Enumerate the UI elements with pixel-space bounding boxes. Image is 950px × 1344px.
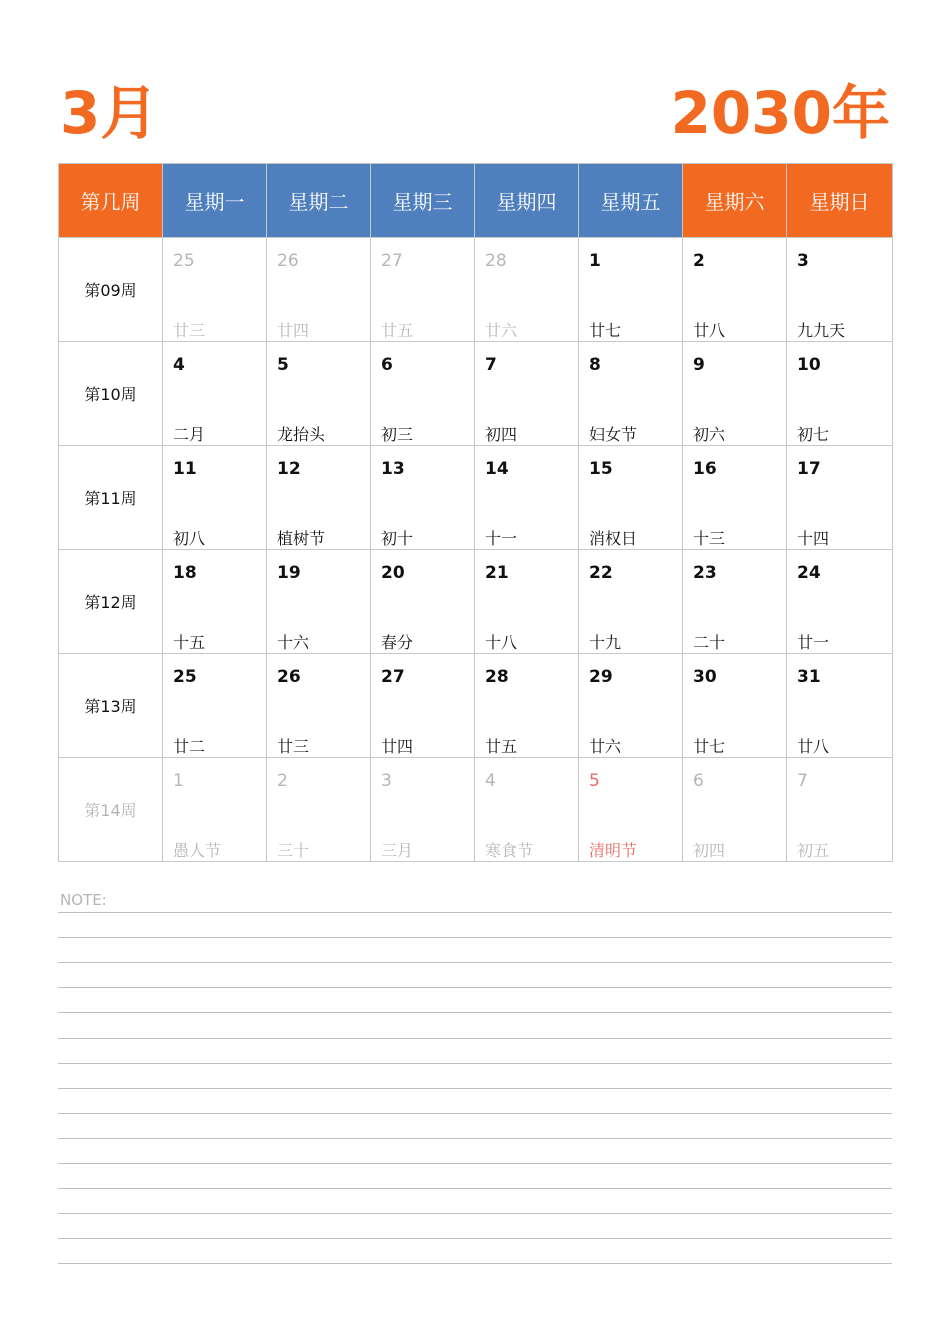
day-cell[interactable]	[787, 654, 893, 758]
header-row	[59, 164, 893, 238]
lunar-date: 廿一	[797, 633, 830, 652]
note-line[interactable]	[58, 1213, 892, 1214]
day-number: 8	[589, 355, 601, 375]
day-number: 6	[381, 355, 393, 375]
day-cell[interactable]	[371, 654, 475, 758]
week-number: 第12周	[59, 550, 163, 654]
day-cell[interactable]	[787, 758, 893, 862]
day-number: 2	[693, 251, 705, 271]
lunar-date: 廿七	[693, 737, 726, 756]
lunar-date: 十三	[693, 529, 726, 548]
note-line[interactable]	[58, 987, 892, 988]
day-cell[interactable]	[475, 654, 579, 758]
day-number: 21	[485, 563, 509, 583]
col-header-tuesday: 星期二	[267, 164, 371, 238]
note-line[interactable]	[58, 1138, 892, 1139]
day-cell[interactable]	[371, 342, 475, 446]
note-line[interactable]	[58, 1012, 892, 1013]
day-number: 23	[693, 563, 717, 583]
lunar-date: 十四	[797, 529, 830, 548]
lunar-date: 寒食节	[485, 841, 534, 860]
day-number: 10	[797, 355, 821, 375]
col-header-friday: 星期五	[579, 164, 683, 238]
day-number: 6	[693, 771, 704, 791]
day-cell[interactable]	[579, 342, 683, 446]
week-row	[59, 342, 893, 446]
day-cell[interactable]	[371, 238, 475, 342]
day-cell[interactable]	[683, 342, 787, 446]
lunar-date: 廿八	[797, 737, 830, 756]
day-number: 19	[277, 563, 301, 583]
lunar-date: 三月	[381, 841, 414, 860]
week-row	[59, 758, 893, 862]
note-line[interactable]	[58, 1038, 892, 1039]
lunar-date: 十六	[277, 633, 310, 652]
col-header-week: 第几周	[59, 164, 163, 238]
day-number: 20	[381, 563, 405, 583]
lunar-date: 初六	[693, 425, 726, 444]
note-line[interactable]	[58, 1263, 892, 1264]
week-number: 第14周	[59, 758, 163, 862]
week-number: 第10周	[59, 342, 163, 446]
day-cell[interactable]	[475, 446, 579, 550]
day-cell[interactable]	[787, 238, 893, 342]
day-cell[interactable]	[787, 446, 893, 550]
day-cell[interactable]	[163, 654, 267, 758]
note-line[interactable]	[58, 1188, 892, 1189]
note-label: NOTE:	[60, 891, 107, 909]
day-cell[interactable]	[163, 550, 267, 654]
lunar-date: 廿五	[381, 321, 414, 340]
day-number: 28	[485, 251, 507, 271]
lunar-date: 廿六	[485, 321, 518, 340]
lunar-date: 初五	[797, 841, 830, 860]
day-cell[interactable]	[683, 758, 787, 862]
day-number: 28	[485, 667, 509, 687]
lunar-date: 廿五	[485, 737, 518, 756]
day-number: 16	[693, 459, 717, 479]
day-cell[interactable]	[267, 550, 371, 654]
day-number: 11	[173, 459, 197, 479]
col-header-wednesday: 星期三	[371, 164, 475, 238]
week-row	[59, 238, 893, 342]
lunar-date: 廿六	[589, 737, 622, 756]
day-number: 7	[485, 355, 497, 375]
day-number: 27	[381, 251, 403, 271]
lunar-date: 初七	[797, 425, 830, 444]
col-header-saturday: 星期六	[683, 164, 787, 238]
lunar-date: 植树节	[277, 529, 326, 548]
lunar-date: 清明节	[589, 841, 638, 860]
note-line[interactable]	[58, 1088, 892, 1089]
note-line[interactable]	[58, 1063, 892, 1064]
day-cell[interactable]	[475, 550, 579, 654]
lunar-date: 初八	[173, 529, 206, 548]
day-cell[interactable]	[787, 550, 893, 654]
lunar-date: 春分	[381, 633, 414, 652]
note-line[interactable]	[58, 937, 892, 938]
day-number: 12	[277, 459, 301, 479]
day-number: 5	[277, 355, 289, 375]
lunar-date: 初三	[381, 425, 414, 444]
day-number: 9	[693, 355, 705, 375]
lunar-date: 廿三	[173, 321, 206, 340]
lunar-date: 十八	[485, 633, 518, 652]
lunar-date: 消权日	[589, 529, 638, 548]
day-cell[interactable]	[683, 238, 787, 342]
calendar-body	[59, 238, 893, 862]
year-title: 2030年	[670, 79, 890, 147]
day-cell[interactable]	[475, 342, 579, 446]
day-cell[interactable]	[267, 446, 371, 550]
note-line[interactable]	[58, 1238, 892, 1239]
day-cell[interactable]	[579, 446, 683, 550]
day-cell[interactable]	[163, 446, 267, 550]
day-cell[interactable]	[579, 758, 683, 862]
day-cell[interactable]	[267, 238, 371, 342]
lunar-date: 初四	[485, 425, 518, 444]
day-number: 4	[173, 355, 185, 375]
note-line[interactable]	[58, 1163, 892, 1164]
day-cell[interactable]	[267, 758, 371, 862]
day-number: 2	[277, 771, 288, 791]
calendar-table	[58, 163, 893, 862]
day-cell[interactable]	[163, 342, 267, 446]
lunar-date: 妇女节	[589, 425, 638, 444]
lunar-date: 廿四	[381, 737, 414, 756]
week-row	[59, 550, 893, 654]
day-number: 31	[797, 667, 821, 687]
lunar-date: 廿四	[277, 321, 310, 340]
day-cell[interactable]	[371, 758, 475, 862]
day-cell[interactable]	[163, 238, 267, 342]
day-cell[interactable]	[579, 550, 683, 654]
day-number: 30	[693, 667, 717, 687]
lunar-date: 十九	[589, 633, 622, 652]
col-header-sunday: 星期日	[787, 164, 893, 238]
month-title: 3月	[60, 79, 159, 147]
day-number: 18	[173, 563, 197, 583]
day-cell[interactable]	[475, 238, 579, 342]
lunar-date: 廿三	[277, 737, 310, 756]
lunar-date: 龙抬头	[277, 425, 326, 444]
day-number: 15	[589, 459, 613, 479]
day-cell[interactable]	[683, 550, 787, 654]
day-number: 25	[173, 667, 197, 687]
day-cell[interactable]	[163, 758, 267, 862]
day-number: 1	[589, 251, 601, 271]
day-number: 24	[797, 563, 821, 583]
day-number: 29	[589, 667, 613, 687]
day-number: 7	[797, 771, 808, 791]
col-header-monday: 星期一	[163, 164, 267, 238]
lunar-date: 二月	[173, 425, 206, 444]
week-number: 第13周	[59, 654, 163, 758]
note-line[interactable]	[58, 912, 892, 913]
day-cell[interactable]	[683, 654, 787, 758]
day-cell[interactable]	[371, 550, 475, 654]
week-number: 第09周	[59, 238, 163, 342]
lunar-date: 廿八	[693, 321, 726, 340]
day-number: 3	[797, 251, 809, 271]
day-number: 22	[589, 563, 613, 583]
lunar-date: 初十	[381, 529, 414, 548]
day-number: 27	[381, 667, 405, 687]
day-number: 1	[173, 771, 184, 791]
lunar-date: 廿七	[589, 321, 622, 340]
day-number: 4	[485, 771, 496, 791]
note-line[interactable]	[58, 1113, 892, 1114]
day-number: 26	[277, 667, 301, 687]
lunar-date: 愚人节	[173, 841, 222, 860]
lunar-date: 二十	[693, 633, 726, 652]
day-cell[interactable]	[267, 342, 371, 446]
lunar-date: 十一	[485, 529, 518, 548]
week-row	[59, 654, 893, 758]
day-cell[interactable]	[787, 342, 893, 446]
day-number: 14	[485, 459, 509, 479]
note-line[interactable]	[58, 962, 892, 963]
lunar-date: 三十	[277, 841, 310, 860]
day-cell[interactable]	[579, 654, 683, 758]
day-cell[interactable]	[267, 654, 371, 758]
day-number: 25	[173, 251, 195, 271]
week-row	[59, 446, 893, 550]
day-number: 5	[589, 771, 600, 791]
lunar-date: 十五	[173, 633, 206, 652]
day-cell[interactable]	[371, 446, 475, 550]
day-number: 17	[797, 459, 821, 479]
lunar-date: 九九天	[797, 321, 846, 340]
day-cell[interactable]	[475, 758, 579, 862]
lunar-date: 廿二	[173, 737, 206, 756]
day-cell[interactable]	[579, 238, 683, 342]
day-number: 3	[381, 771, 392, 791]
day-number: 26	[277, 251, 299, 271]
day-number: 13	[381, 459, 405, 479]
week-number: 第11周	[59, 446, 163, 550]
col-header-thursday: 星期四	[475, 164, 579, 238]
day-cell[interactable]	[683, 446, 787, 550]
lunar-date: 初四	[693, 841, 726, 860]
